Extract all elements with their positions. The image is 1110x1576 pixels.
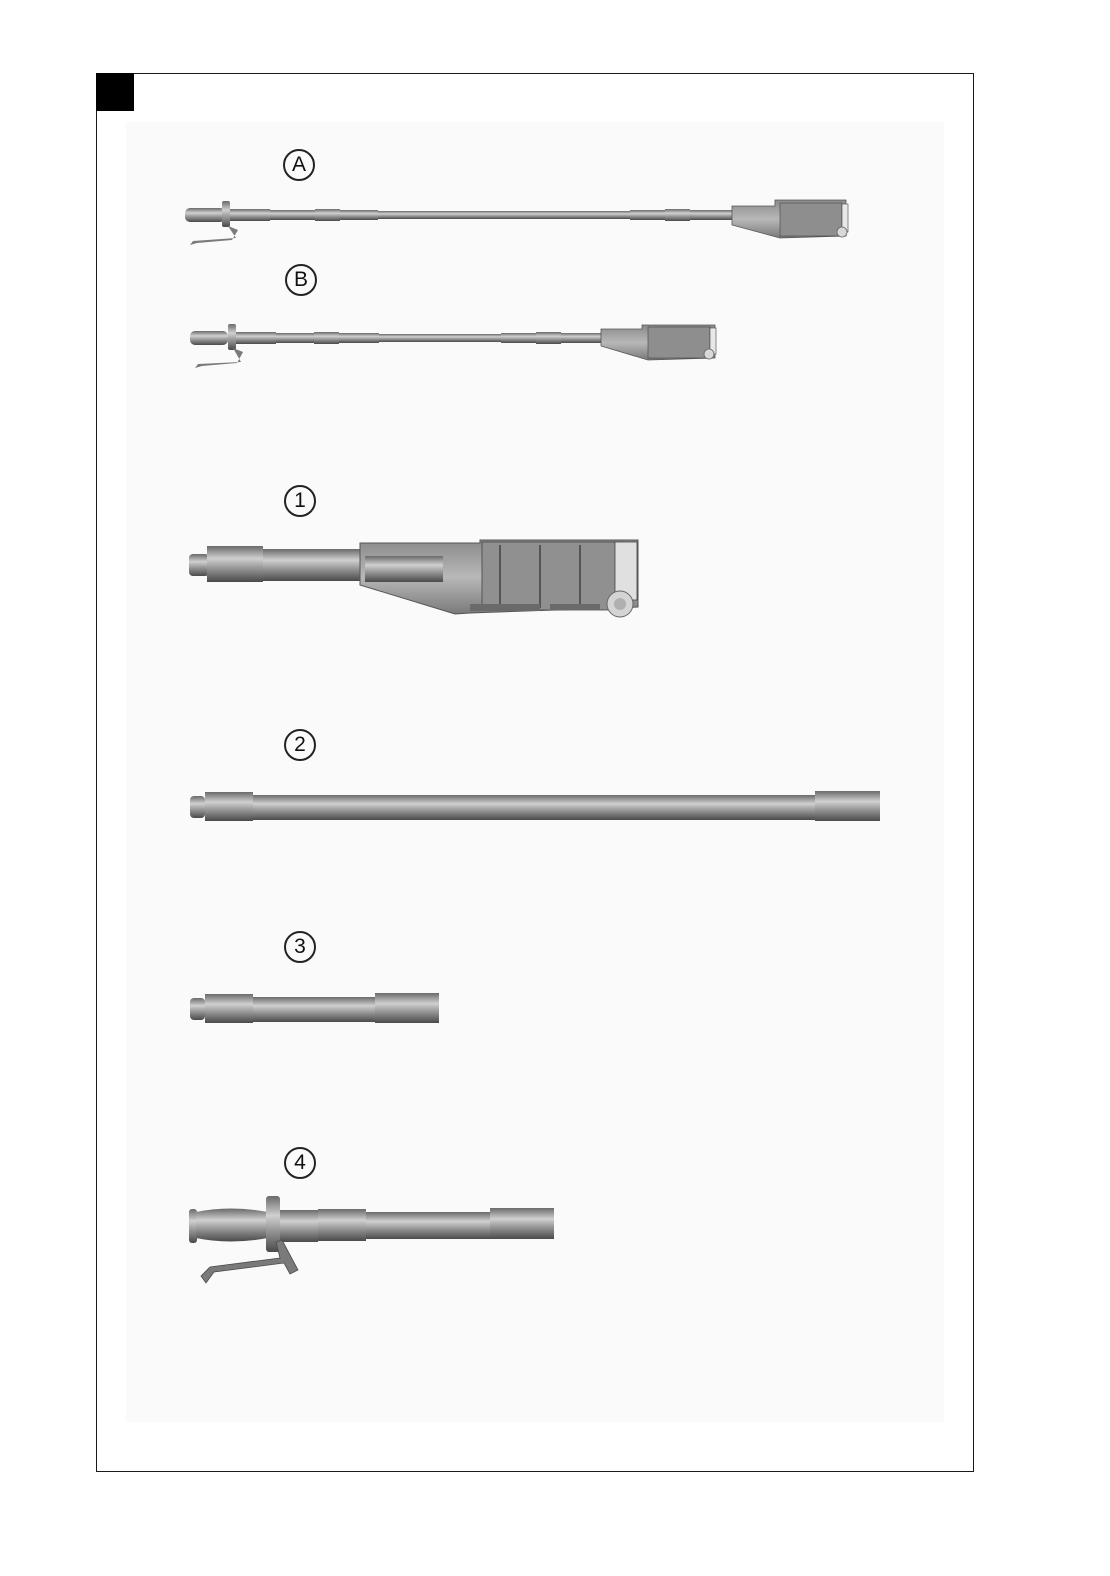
label-3: 3 bbox=[284, 931, 316, 963]
label-a: A bbox=[283, 149, 315, 181]
label-2: 2 bbox=[284, 729, 316, 761]
label-b: B bbox=[285, 264, 317, 296]
part-1-head-section bbox=[189, 540, 638, 617]
label-1: 1 bbox=[284, 485, 316, 517]
label-4: 4 bbox=[284, 1147, 316, 1179]
part-3-short-tube bbox=[190, 993, 439, 1023]
part-4-handle-section bbox=[189, 1196, 554, 1283]
assembly-a-long bbox=[185, 200, 848, 245]
part-2-long-tube bbox=[190, 791, 880, 821]
assembly-b-short bbox=[190, 324, 716, 368]
